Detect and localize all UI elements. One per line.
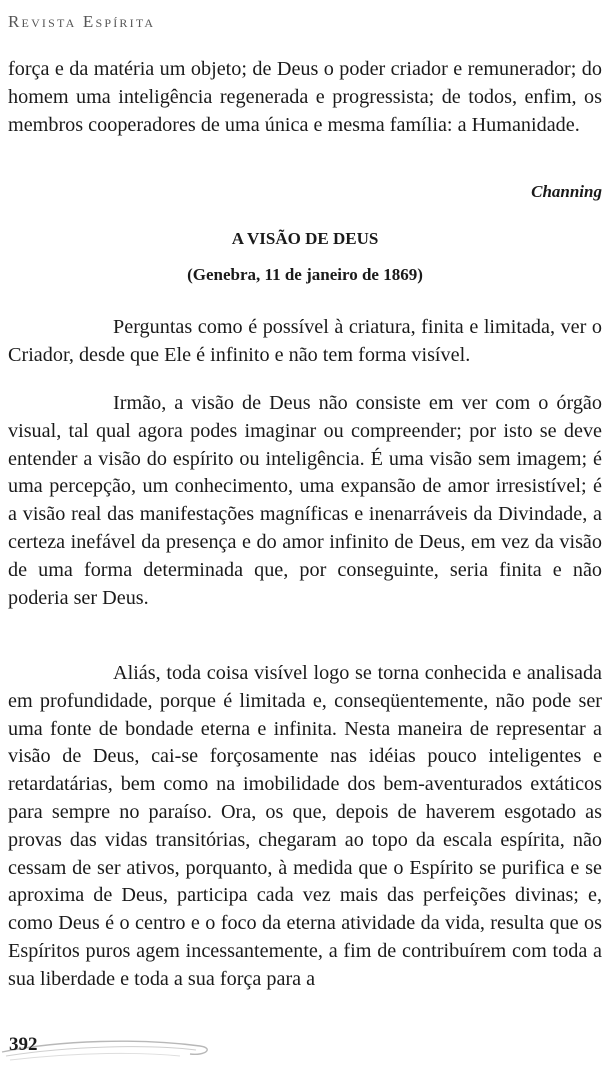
paragraph-continuation: Aliás, toda coisa visível logo se torna conhecida e analisada em profundidade, porque é limitada e, conseqüentemente, não pode ser uma fonte de bondade eterna e infinita. Nesta maneira de representar a visão de Deus, cai-se forçosamente nas idéias pouco inteligentes e retardatárias, bem como na imobilidade dos bem-aventurados extáticos para sempre no paraíso. Ora, os que, depois de haverem esgotado as provas das vidas transitórias, chegaram ao topo da escala espírita, não cessam de ser ativos, porquanto, à medida que o Espírito se purifica e se aproxima de Deus, participa cada vez mais das perfeições divinas; e, como Deus é o centro e o foco da eterna atividade da vida, resulta que os Espíritos puros agem incessantemente, a fim de contribuírem com toda a sua liberdade e toda a sua força para a [8, 662, 602, 990]
paragraph-question: Perguntas como é possível à criatura, finita e limitada, ver o Criador, desde que Ele é infinito e não tem forma visível. [8, 316, 602, 366]
section-subtitle: (Genebra, 11 de janeiro de 1869) [187, 265, 423, 284]
paragraph-answer: Irmão, a visão de Deus não consiste em ver com o órgão visual, tal qual agora podes imaginar ou compreender; por isto se deve entender a visão do espírito ou inteligência. É uma visão sem imagem; é uma percepção, um conhecimento, uma expansão de amor irresistível; é a visão real das manifestações magníficas e inenarráveis da Divindade, a certeza inefável da presença e do amor infinito de Deus, em vez da visão de uma forma determinada que, por conseguinte, seria finita e não poderia ser Deus. [8, 392, 602, 609]
author-signature: Channing [531, 182, 602, 201]
running-header: Revista Espírita [8, 12, 156, 31]
page-number: 392 [9, 1034, 38, 1055]
lead-paragraph: força e da matéria um objeto; de Deus o poder criador e remunerador; do homem uma inteligência regenerada e progressista; de todos, enfim, os membros cooperadores de uma única e mesma família: a Humanidade. [8, 58, 602, 136]
section-title: A VISÃO DE DEUS [231, 229, 379, 248]
